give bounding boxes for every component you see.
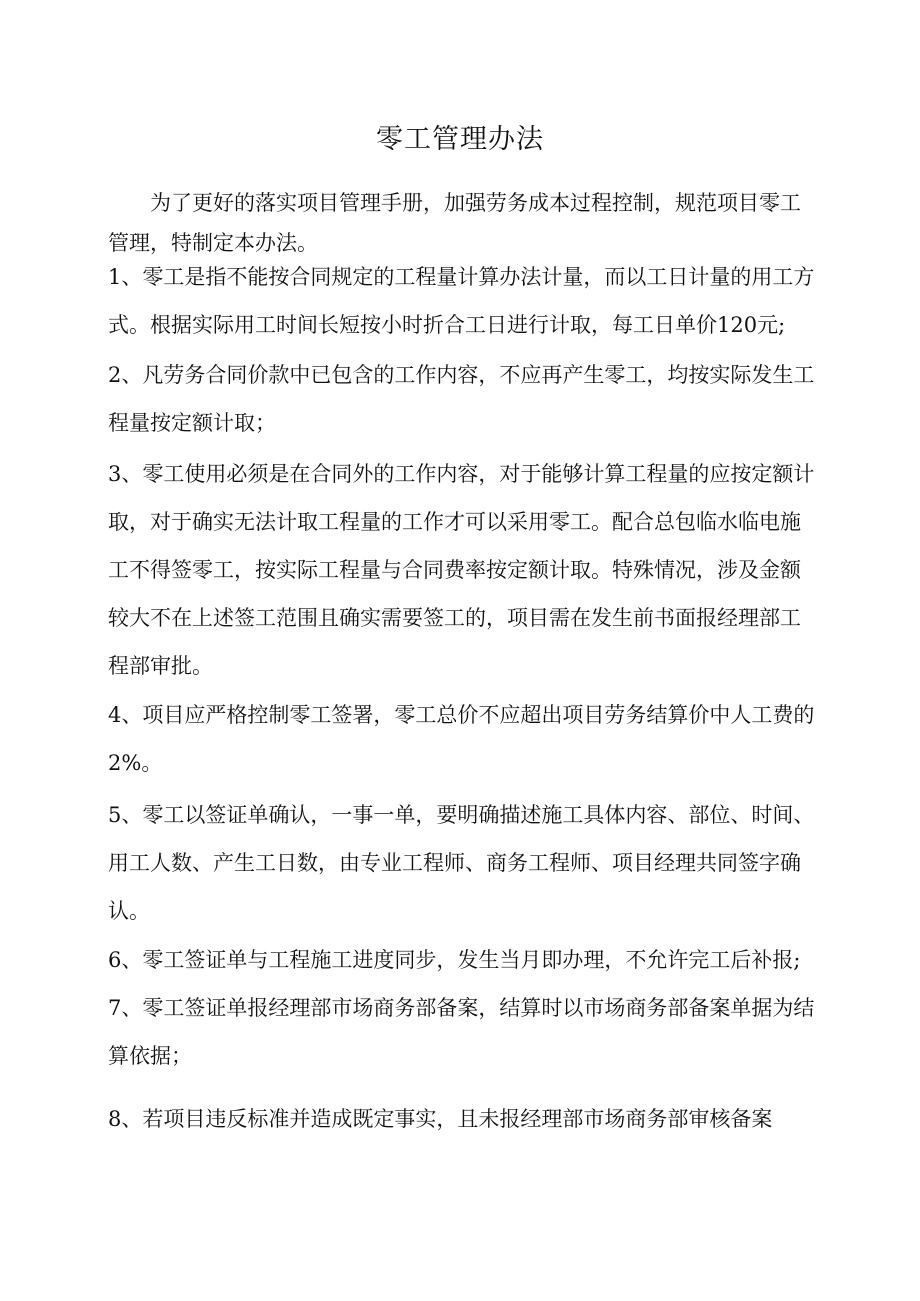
page-title: 零工管理办法: [376, 124, 544, 155]
clause-3: 3、零工使用必须是在合同外的工作内容，对于能够计算工程量的应按定额计取，对于确实无法计取工程量的工作才可以采用零工。配合总包临水临电施工不得签零工，按实际工程量与合同费率按定额计取。特殊情况，涉及金额较大不在上述签工范围且确实需要签工的，项目需在发生前书面报经理部工程部审批。: [108, 462, 815, 678]
clause-4: 4、项目应严格控制零工签署，零工总价不应超出项目劳务结算价中人工费的2%。: [108, 703, 815, 775]
clause-7: 7、零工签证单报经理部市场商务部备案，结算时以市场商务部备案单据为结算依据；: [108, 996, 815, 1068]
intro-paragraph: 为了更好的落实项目管理手册，加强劳务成本过程控制，规范项目零工管理，特制定本办法。: [108, 191, 801, 255]
clause-8: 8、若项目违反标准并造成既定事实，且未报经理部市场商务部审核备案: [108, 1107, 773, 1131]
clause-2: 2、凡劳务合同价款中已包含的工作内容，不应再产生零工，均按实际发生工程量按定额计取；: [108, 363, 815, 435]
clause-1: 1、零工是指不能按合同规定的工程量计算办法计量，而以工日计量的用工方式。根据实际用工时间长短按小时折合工日进行计取，每工日单价120元;: [108, 265, 815, 337]
clause-5: 5、零工以签证单确认，一事一单，要明确描述施工具体内容、部位、时间、用工人数、产生工日数，由专业工程师、商务工程师、项目经理共同签字确认。: [108, 803, 815, 923]
clause-6: 6、零工签证单与工程施工进度同步，发生当月即办理，不允许完工后补报;: [108, 948, 801, 972]
